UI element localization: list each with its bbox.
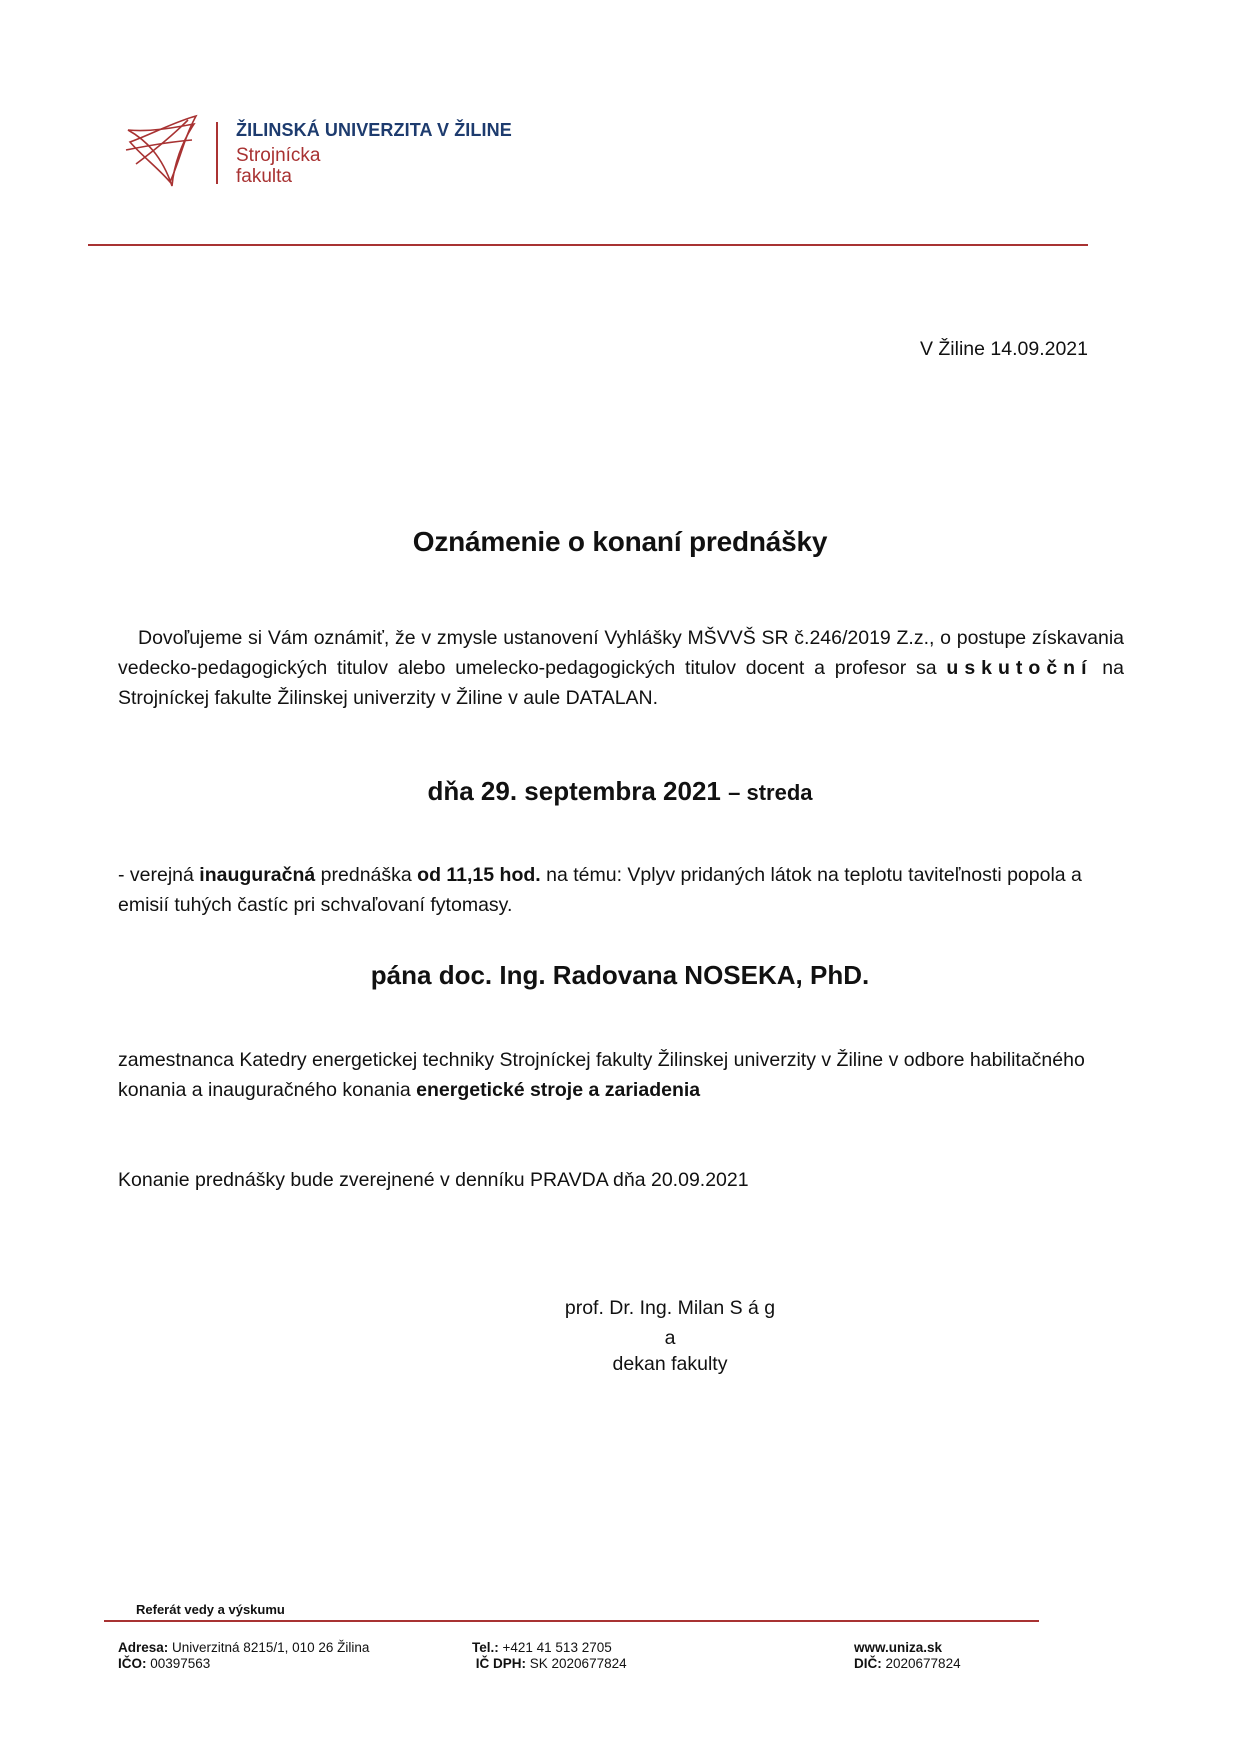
lecture-details	[118, 860, 1124, 920]
dic-value: 2020677824	[881, 1656, 961, 1671]
dic-label: DIČ:	[854, 1656, 882, 1671]
address-label: Adresa:	[118, 1640, 169, 1655]
footer-contact-column	[472, 1640, 627, 1672]
field-of-study: energetické stroje a zariadenia	[416, 1079, 701, 1101]
publication-note: Konanie prednášky bude zverejnené v denníku PRAVDA dňa 20.09.2021	[118, 1169, 749, 1191]
lecture-time: od 11,15 hod.	[417, 864, 541, 886]
paragraph-text-b: na Strojníckej fakulte Žilinskej univerzity v Žiline v aule DATALAN.	[118, 657, 1124, 709]
tel-value: +421 41 513 2705	[498, 1640, 612, 1655]
lecture-mid: prednáška	[315, 864, 418, 886]
document-date: V Žiline 14.09.2021	[919, 338, 1088, 360]
university-name: ŽILINSKÁ UNIVERZITA V ŽILINE	[236, 120, 512, 140]
event-date	[0, 776, 1240, 807]
ico-value: 00397563	[146, 1656, 211, 1671]
event-day: – streda	[728, 780, 813, 805]
signatory-name: prof. Dr. Ing. Milan S á g a	[564, 1297, 776, 1349]
lecturer-name: pána doc. Ing. Radovana NOSEKA, PhD.	[370, 960, 870, 990]
lecture-topic: na tému: Vplyv pridaných látok na teplotu taviteľnosti popola a emisií tuhých častíc pri schvaľovaní fytomasy.	[118, 864, 1082, 916]
emphasis-spaced: uskutoční	[946, 657, 1093, 679]
footer-web-column	[854, 1640, 961, 1672]
footer-department: Referát vedy a výskumu	[136, 1602, 285, 1617]
logo-divider	[216, 122, 218, 184]
ico-label: IČO:	[118, 1656, 147, 1671]
event-date-main: dňa 29. septembra 2021	[427, 776, 721, 806]
dph-value: SK 2020677824	[526, 1656, 627, 1671]
lecturer-affiliation	[118, 1045, 1124, 1105]
website-link[interactable]: www.uniza.sk	[854, 1640, 943, 1655]
signature-block	[560, 1293, 780, 1375]
lecture-type: inauguračná	[199, 864, 316, 886]
uniza-logo-icon	[122, 112, 202, 192]
header-rule	[88, 244, 1088, 246]
footer-rule	[104, 1620, 1039, 1622]
announcement-paragraph	[118, 623, 1124, 713]
faculty-name-line2: fakulta	[236, 166, 292, 187]
signatory-role: dekan fakulty	[612, 1353, 728, 1375]
document-title: Oznámenie o konaní prednášky	[412, 526, 828, 557]
faculty-name-line1: Strojnícka	[236, 145, 321, 166]
address-value: Univerzitná 8215/1, 010 26 Žilina	[168, 1640, 370, 1655]
footer-address-column	[118, 1640, 369, 1672]
affiliation-text: zamestnanca Katedry energetickej techniky Strojníckej fakulty Žilinskej univerzity v Žiline v odbore habilitačného konania a inauguračného konania	[118, 1049, 1085, 1101]
lecture-prefix: - verejná	[118, 864, 200, 886]
paragraph-text-a: Dovoľujeme si Vám oznámiť, že v zmysle ustanovení Vyhlášky MŠVVŠ SR č.246/2019 Z.z., o postupe získavania vedecko-pedagogických titulov alebo umelecko-pedagogických titulov docent a profesor sa	[118, 627, 1124, 679]
tel-label: Tel.:	[472, 1640, 499, 1655]
dph-label: IČ DPH:	[475, 1656, 527, 1671]
